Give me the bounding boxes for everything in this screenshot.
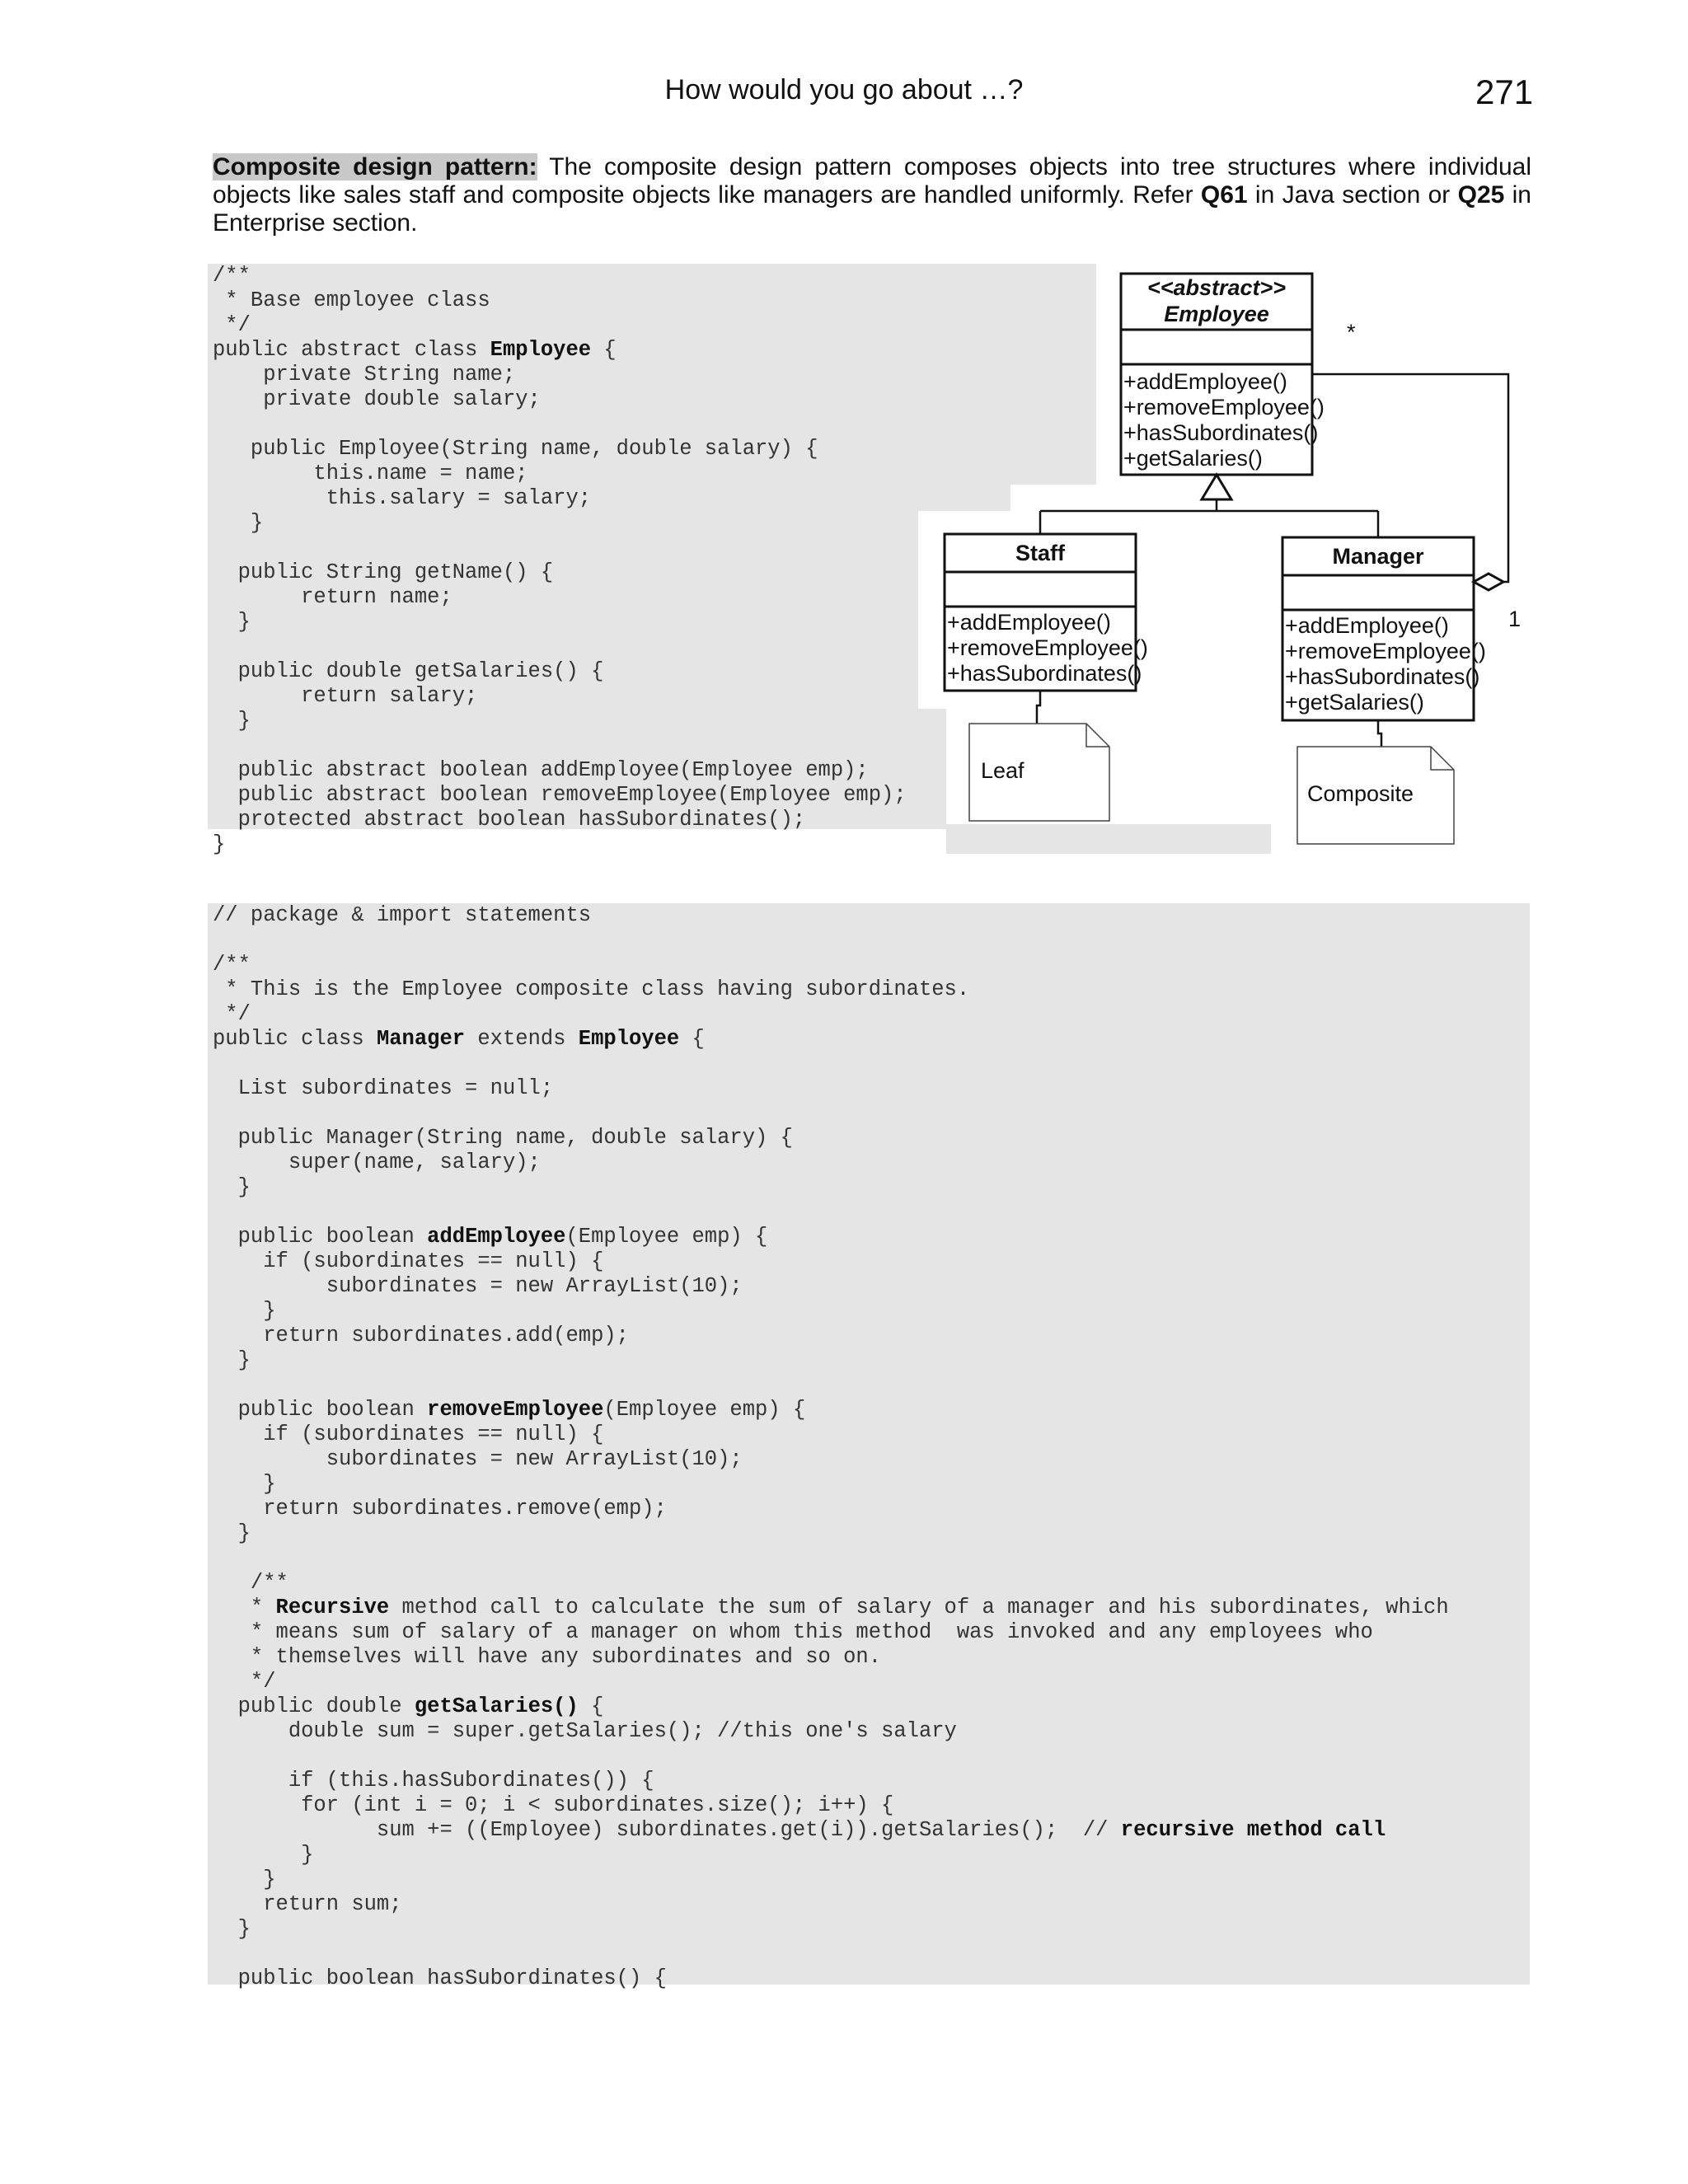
leaf-note-label: Leaf: [981, 758, 1025, 783]
manager-method: +addEmployee(): [1285, 613, 1449, 638]
composite-note-label: Composite: [1307, 781, 1414, 806]
employee-class-name: Employee: [1164, 302, 1269, 326]
manager-method: +removeEmployee(): [1285, 639, 1486, 663]
employee-stereotype: <<abstract>>: [1146, 275, 1287, 300]
multiplicity-one: 1: [1508, 607, 1522, 631]
employee-method: +hasSubordinates(): [1123, 420, 1319, 445]
code-employee-class: /** * Base employee class */ public abstract class Employee { private String name; private double salary; public Employee(String name, double salary) { this.name = name; this.salary = salary; } public String getName() { return name; } public double getSalaries() { return salary; } public abstract boolean addEmployee(Employee emp); public abstract boolean removeEmployee(Employee emp); protected abstract boolean hasSubordinates(); }: [213, 264, 907, 856]
employee-method: +addEmployee(): [1123, 369, 1287, 394]
staff-method: +addEmployee(): [947, 610, 1111, 635]
manager-class-name: Manager: [1332, 544, 1424, 569]
intro-text-3: in Enterprise section.: [213, 181, 1531, 237]
staff-method: +removeEmployee(): [947, 635, 1148, 660]
section-lead: Composite design pattern:: [213, 153, 537, 180]
ref-q25: Q25: [1457, 181, 1505, 209]
staff-method: +hasSubordinates(): [947, 661, 1142, 686]
employee-method: +getSalaries(): [1123, 446, 1263, 471]
running-header: How would you go about …?: [664, 74, 1024, 105]
intro-text-2: in Java section or: [1247, 181, 1458, 209]
manager-method: +hasSubordinates(): [1285, 664, 1480, 689]
staff-class-name: Staff: [1015, 541, 1065, 565]
aggregation-diamond: [1474, 574, 1503, 590]
manager-method: +getSalaries(): [1285, 690, 1424, 715]
employee-method: +removeEmployee(): [1123, 395, 1325, 419]
code-manager-class: // package & import statements /** * This is the Employee composite class having subordinates. */ public class Manager extends Employee { List subordinates = null; public Manager(String name, double salary) { super(name, salary); } public boolean addEmployee(Employee emp) { if (subordinates == null) { subordinates = new ArrayList(10); } return subordinates.add(emp); } public boolean removeEmployee(Employee emp) { if (subordinates == null) { subordinates = new ArrayList(10); } return subordinates.remove(emp); } /** * Recursive method call to calculate the sum of salary of a manager and his subordinates, which * means sum of salary of a manager on whom this method was invoked and any employees who * themselves will have any subordinates and so on. */ public double getSalaries() { double sum = super.getSalaries(); //this one's salary if (this.hasSubordinates()) { for (int i = 0; i < subordinates.size(); i++) { sum += ((Employee) subordinates.get(i)).getSalaries(); // recursive method call } } return sum; } public boolean hasSubordinates() {: [213, 903, 1449, 1990]
intro-text-1: The composite design pattern composes objects into tree structures where individual objects like sales staff and composite objects like managers are handled uniformly. Refer: [213, 153, 1531, 209]
page-number: 271: [1475, 73, 1534, 111]
ref-q61: Q61: [1200, 181, 1248, 209]
inheritance-arrow: [1202, 475, 1231, 499]
multiplicity-many: *: [1347, 320, 1356, 344]
